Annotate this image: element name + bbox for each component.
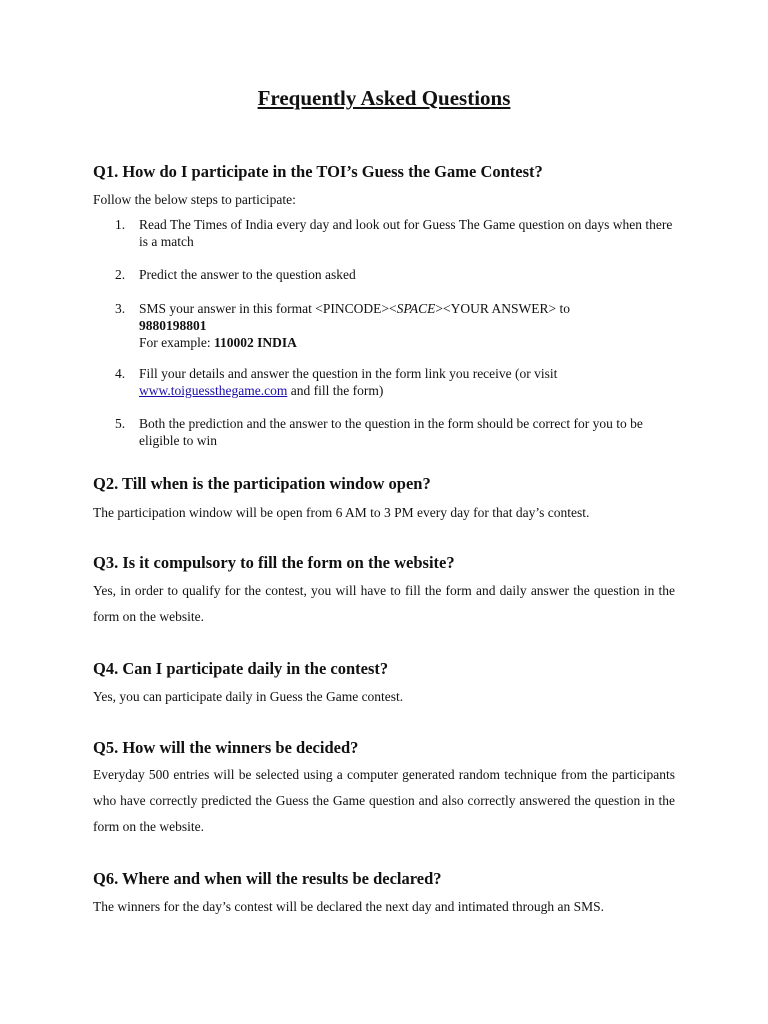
step-number: 1. — [115, 217, 126, 232]
sms-number: 9880198801 — [139, 318, 207, 333]
answer-4: Yes, you can participate daily in Guess the Game contest. — [93, 689, 404, 704]
space-token: SPACE — [396, 301, 436, 316]
question-5: Q5. How will the winners be decided? — [93, 738, 359, 757]
step-text — [139, 365, 675, 399]
answer-6: The winners for the day’s contest will be declared the next day and intimated through an SMS. — [93, 899, 604, 914]
question-6: Q6. Where and when will the results be declared? — [93, 869, 442, 888]
step-text — [139, 300, 675, 351]
example-value: 110002 INDIA — [213, 335, 297, 350]
q1-intro: Follow the below steps to participate: — [93, 192, 296, 207]
step-number: 5. — [115, 416, 126, 431]
step-text-part: ><YOUR ANSWER> to — [435, 301, 570, 316]
step-text-part: Fill your details and answer the question in the form link you receive (or visit — [139, 366, 558, 381]
question-2: Q2. Till when is the participation window open? — [93, 474, 431, 493]
answer-3: Yes, in order to qualify for the contest, you will have to fill the form and daily answer the question in the form on the website. — [93, 583, 675, 624]
page-title: Frequently Asked Questions — [257, 86, 511, 110]
step-text-part: and fill the form) — [287, 383, 384, 398]
website-link[interactable]: www.toiguessthegame.com — [139, 383, 288, 398]
question-3: Q3. Is it compulsory to fill the form on the website? — [93, 553, 455, 572]
answer-5: Everyday 500 entries will be selected using a computer generated random technique from the participants who have correctly predicted the Guess the Game question and also correctly answered the question in the form on the website. — [93, 767, 675, 834]
question-4: Q4. Can I participate daily in the contest? — [93, 659, 389, 678]
answer-2: The participation window will be open from 6 AM to 3 PM every day for that day’s contest. — [93, 505, 590, 520]
step-text: Predict the answer to the question asked — [139, 267, 356, 282]
step-text: Read The Times of India every day and look out for Guess The Game question on days when there is a match — [139, 217, 673, 249]
example-label: For example: — [139, 335, 214, 350]
question-1: Q1. How do I participate in the TOI’s Guess the Game Contest? — [93, 162, 543, 181]
step-number: 2. — [115, 267, 126, 282]
step-number: 3. — [115, 301, 126, 316]
step-text: Both the prediction and the answer to the question in the form should be correct for you to be eligible to win — [139, 416, 643, 448]
step-number: 4. — [115, 366, 126, 381]
step-text-part: SMS your answer in this format <PINCODE>< — [139, 301, 397, 316]
